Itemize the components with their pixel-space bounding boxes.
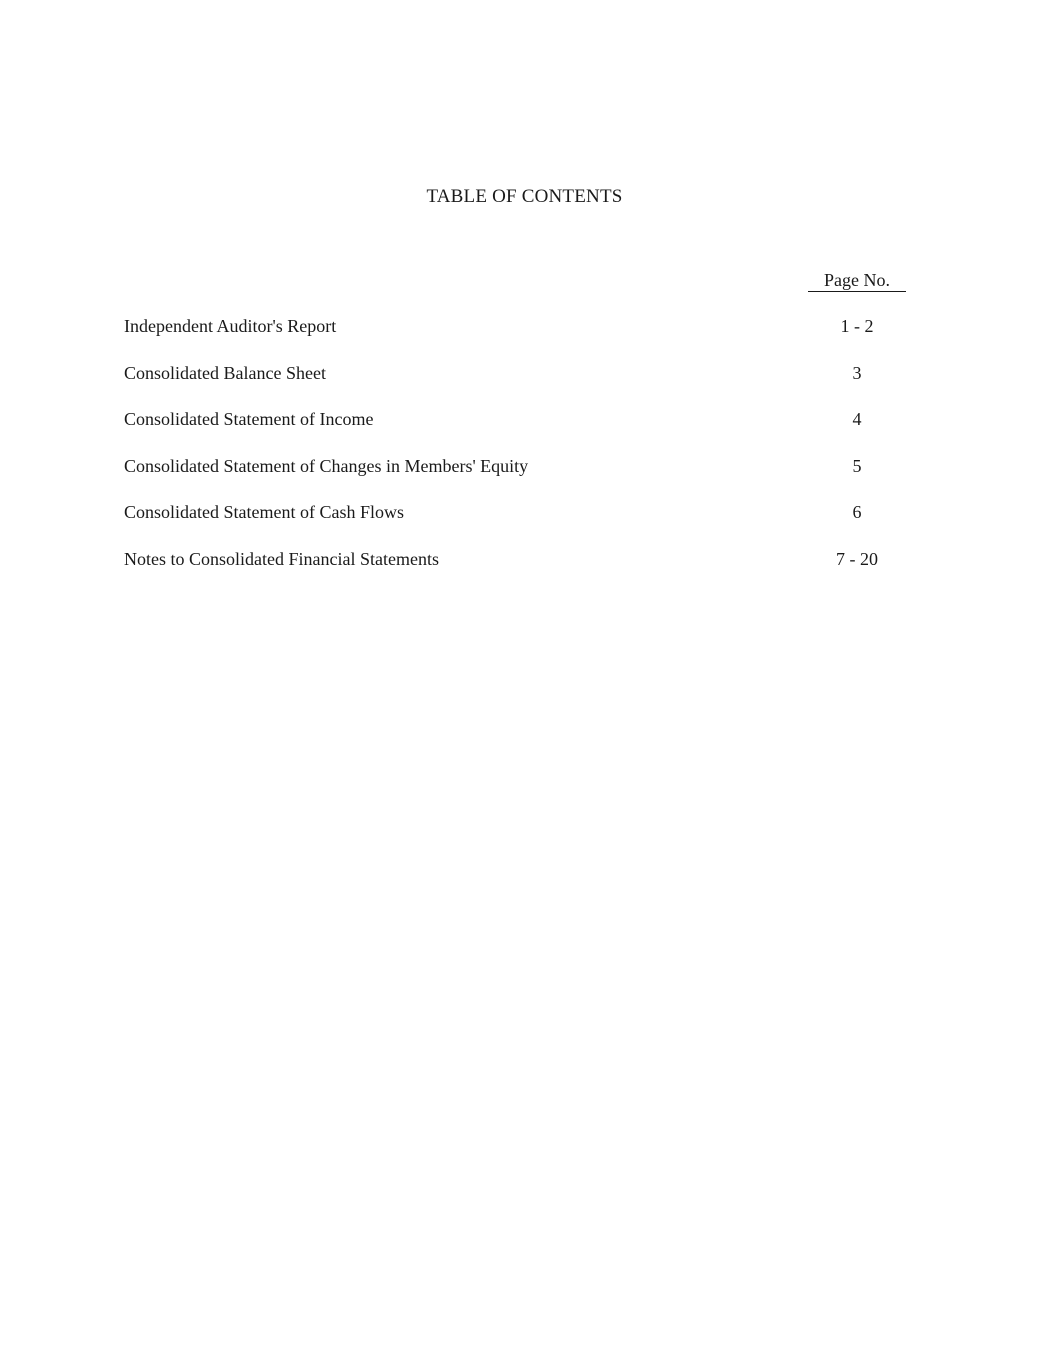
toc-entry-label: Independent Auditor's Report bbox=[124, 316, 337, 336]
toc-entry-label: Notes to Consolidated Financial Statements bbox=[124, 548, 439, 569]
toc-entry-label: Consolidated Statement of Changes in Members' Equity bbox=[124, 455, 529, 476]
toc-list bbox=[124, 316, 924, 595]
page-number-column-header-label: Page No. bbox=[808, 270, 906, 292]
toc-entry-page: 3 bbox=[852, 362, 862, 383]
toc-entry-label: Consolidated Statement of Income bbox=[124, 409, 374, 429]
page-number-column-header bbox=[808, 270, 906, 292]
toc-row bbox=[124, 549, 924, 596]
toc-row bbox=[124, 363, 924, 410]
toc-entry-page: 7 - 20 bbox=[836, 548, 878, 569]
toc-row bbox=[124, 409, 924, 456]
toc-entry-page: 6 bbox=[852, 502, 862, 522]
toc-entry-page: 1 - 2 bbox=[840, 316, 874, 336]
page-title: TABLE OF CONTENTS bbox=[426, 186, 623, 207]
toc-entry-page: 4 bbox=[852, 409, 862, 429]
toc-row bbox=[124, 502, 924, 549]
toc-row bbox=[124, 456, 924, 503]
toc-entry-label: Consolidated Statement of Cash Flows bbox=[124, 502, 404, 522]
toc-entry-page: 5 bbox=[852, 455, 862, 476]
toc-row bbox=[124, 316, 924, 363]
toc-entry-label: Consolidated Balance Sheet bbox=[124, 362, 326, 383]
